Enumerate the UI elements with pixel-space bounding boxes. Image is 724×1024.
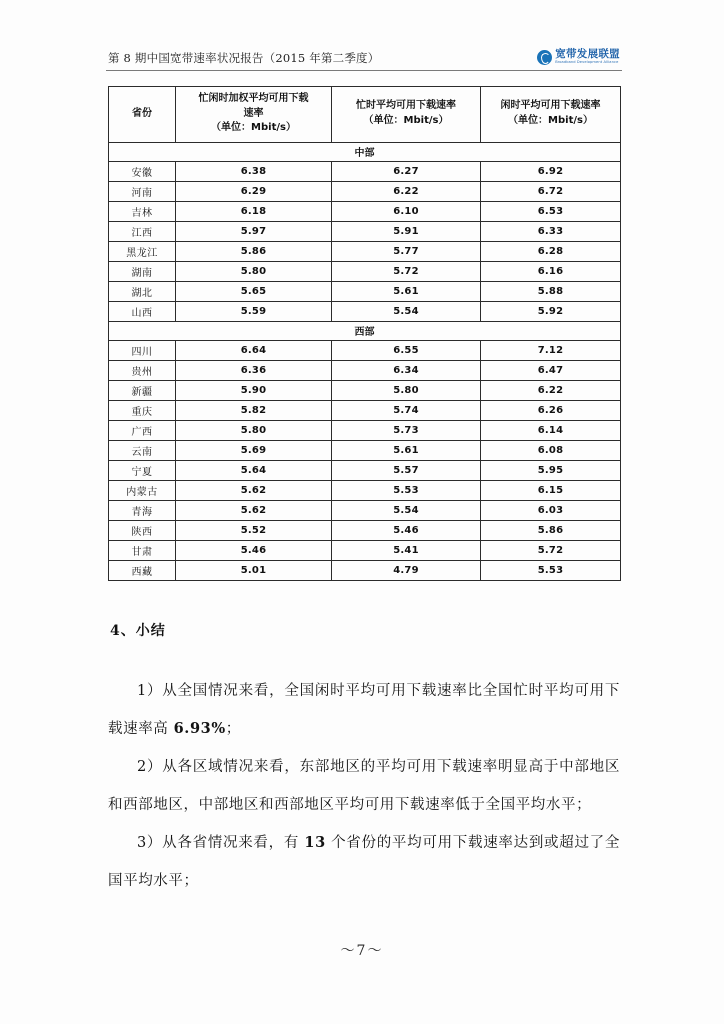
cell-weighted-avg: 5.90 <box>176 380 332 400</box>
cell-busy-avg: 5.80 <box>332 380 481 400</box>
region-name: 中部 <box>109 142 621 161</box>
cell-weighted-avg: 5.01 <box>176 560 332 580</box>
cell-busy-avg: 5.61 <box>332 281 481 301</box>
cell-idle-avg: 5.88 <box>481 281 621 301</box>
table-row <box>109 420 621 440</box>
page-number-footer: ～7～ <box>340 943 384 959</box>
cell-busy-avg: 5.91 <box>332 221 481 241</box>
cell-weighted-avg: 6.64 <box>176 340 332 360</box>
cell-idle-avg: 5.53 <box>481 560 621 580</box>
cell-idle-avg: 7.12 <box>481 340 621 360</box>
table-row <box>109 400 621 420</box>
column-header-weighted-avg <box>176 87 332 143</box>
cell-weighted-avg: 5.80 <box>176 261 332 281</box>
table-header <box>109 87 621 143</box>
cell-idle-avg: 6.33 <box>481 221 621 241</box>
table-row <box>109 301 621 321</box>
paragraph-text-tail: ； <box>225 721 241 737</box>
logo-text-cn: 宽带发展联盟 <box>555 48 620 61</box>
cell-idle-avg: 5.92 <box>481 301 621 321</box>
cell-weighted-avg: 6.38 <box>176 161 332 181</box>
summary-paragraph-3 <box>108 824 620 900</box>
column-header-weighted-line1: 忙闲时加权平均可用下载 <box>198 93 309 104</box>
column-header-idle-line1: 闲时平均可用下载速率 <box>500 100 601 112</box>
header-divider-rule <box>106 70 622 71</box>
cell-province: 陕西 <box>109 520 176 540</box>
cell-idle-avg: 6.92 <box>481 161 621 181</box>
region-name: 西部 <box>109 321 621 340</box>
cell-weighted-avg: 5.62 <box>176 500 332 520</box>
cell-weighted-avg: 5.69 <box>176 440 332 460</box>
broadband-speed-table <box>108 86 621 581</box>
paragraph-text: 1）从全国情况来看，全国闲时平均可用下载速率比全国忙时平均可用下载速率高 <box>108 683 620 737</box>
paragraph-emphasis: 6.93% <box>173 720 226 737</box>
logo-wordmark <box>555 49 620 65</box>
column-header-busy-line1: 忙时平均可用下载速率 <box>356 100 456 112</box>
cell-idle-avg: 6.16 <box>481 261 621 281</box>
cell-province: 黑龙江 <box>109 241 176 261</box>
cell-province: 内蒙古 <box>109 480 176 500</box>
cell-province: 吉林 <box>109 201 176 221</box>
cell-weighted-avg: 5.80 <box>176 420 332 440</box>
cell-province: 山西 <box>109 301 176 321</box>
table-row <box>109 181 621 201</box>
cell-weighted-avg: 5.64 <box>176 460 332 480</box>
logo-text-en: Broadband Development Alliance <box>555 60 619 65</box>
cell-province: 江西 <box>109 221 176 241</box>
document-running-header <box>108 44 620 72</box>
logo-emblem-icon <box>537 50 552 65</box>
cell-idle-avg: 6.08 <box>481 440 621 460</box>
cell-busy-avg: 5.72 <box>332 261 481 281</box>
summary-body-text <box>108 672 620 900</box>
region-header-row <box>109 142 621 161</box>
paragraph-emphasis: 13 <box>304 834 326 851</box>
cell-busy-avg: 5.41 <box>332 540 481 560</box>
cell-idle-avg: 6.28 <box>481 241 621 261</box>
column-header-idle-line2: （单位：Mbit/s） <box>508 114 593 126</box>
cell-province: 贵州 <box>109 360 176 380</box>
table-header-row <box>109 87 621 143</box>
cell-weighted-avg: 5.86 <box>176 241 332 261</box>
cell-province: 甘肃 <box>109 540 176 560</box>
table-row <box>109 340 621 360</box>
cell-weighted-avg: 5.82 <box>176 400 332 420</box>
cell-busy-avg: 6.27 <box>332 161 481 181</box>
table-row <box>109 380 621 400</box>
cell-busy-avg: 6.34 <box>332 360 481 380</box>
cell-province: 广西 <box>109 420 176 440</box>
cell-weighted-avg: 5.97 <box>176 221 332 241</box>
cell-idle-avg: 6.72 <box>481 181 621 201</box>
cell-busy-avg: 5.73 <box>332 420 481 440</box>
running-header-title: 第 8 期中国宽带速率状况报告（2015 年第二季度） <box>108 51 380 65</box>
table-row <box>109 161 621 181</box>
table-row <box>109 480 621 500</box>
cell-province: 四川 <box>109 340 176 360</box>
table-row <box>109 520 621 540</box>
cell-province: 湖北 <box>109 281 176 301</box>
cell-weighted-avg: 6.36 <box>176 360 332 380</box>
cell-busy-avg: 6.22 <box>332 181 481 201</box>
cell-province: 河南 <box>109 181 176 201</box>
cell-province: 宁夏 <box>109 460 176 480</box>
cell-busy-avg: 6.10 <box>332 201 481 221</box>
cell-weighted-avg: 5.65 <box>176 281 332 301</box>
cell-idle-avg: 5.86 <box>481 520 621 540</box>
cell-province: 湖南 <box>109 261 176 281</box>
table-body <box>109 142 621 580</box>
table-row <box>109 261 621 281</box>
column-header-weighted-line3: （单位：Mbit/s） <box>211 122 296 133</box>
table-row <box>109 201 621 221</box>
table-row <box>109 540 621 560</box>
column-header-province: 省份 <box>109 87 176 143</box>
table-row <box>109 221 621 241</box>
paragraph-text-tail: 个省份的平均可用下载速率达到或超过了全国平均水平； <box>108 835 620 889</box>
cell-busy-avg: 5.74 <box>332 400 481 420</box>
region-header-row <box>109 321 621 340</box>
table-row <box>109 560 621 580</box>
table-row <box>109 241 621 261</box>
cell-weighted-avg: 6.18 <box>176 201 332 221</box>
cell-weighted-avg: 5.62 <box>176 480 332 500</box>
cell-weighted-avg: 5.46 <box>176 540 332 560</box>
cell-province: 青海 <box>109 500 176 520</box>
column-header-idle-avg <box>481 87 621 143</box>
table-row <box>109 440 621 460</box>
cell-busy-avg: 6.55 <box>332 340 481 360</box>
cell-busy-avg: 5.77 <box>332 241 481 261</box>
cell-idle-avg: 6.53 <box>481 201 621 221</box>
cell-busy-avg: 5.61 <box>332 440 481 460</box>
cell-idle-avg: 6.15 <box>481 480 621 500</box>
cell-busy-avg: 5.46 <box>332 520 481 540</box>
cell-idle-avg: 5.72 <box>481 540 621 560</box>
cell-weighted-avg: 6.29 <box>176 181 332 201</box>
cell-province: 新疆 <box>109 380 176 400</box>
table-row <box>109 460 621 480</box>
cell-province: 西藏 <box>109 560 176 580</box>
cell-idle-avg: 6.47 <box>481 360 621 380</box>
summary-paragraph-2 <box>108 748 620 824</box>
cell-idle-avg: 6.14 <box>481 420 621 440</box>
summary-paragraph-1 <box>108 672 620 748</box>
cell-province: 重庆 <box>109 400 176 420</box>
cell-weighted-avg: 5.52 <box>176 520 332 540</box>
cell-busy-avg: 5.53 <box>332 480 481 500</box>
cell-province: 安徽 <box>109 161 176 181</box>
section-heading: 4、小结 <box>110 623 166 639</box>
cell-idle-avg: 5.95 <box>481 460 621 480</box>
cell-province: 云南 <box>109 440 176 460</box>
paragraph-text: 3）从各省情况来看，有 <box>137 835 305 851</box>
column-header-busy-line2: （单位：Mbit/s） <box>363 114 449 126</box>
cell-idle-avg: 6.26 <box>481 400 621 420</box>
cell-busy-avg: 5.57 <box>332 460 481 480</box>
table-row <box>109 500 621 520</box>
paragraph-text: 2）从各区域情况来看，东部地区的平均可用下载速率明显高于中部地区和西部地区，中部地区和西部地区平均可用下载速率低于全国平均水平； <box>108 759 620 813</box>
table-row <box>109 360 621 380</box>
cell-busy-avg: 5.54 <box>332 500 481 520</box>
cell-idle-avg: 6.22 <box>481 380 621 400</box>
cell-busy-avg: 4.79 <box>332 560 481 580</box>
cell-weighted-avg: 5.59 <box>176 301 332 321</box>
cell-idle-avg: 6.03 <box>481 500 621 520</box>
cell-busy-avg: 5.54 <box>332 301 481 321</box>
column-header-busy-avg <box>332 87 481 143</box>
table-row <box>109 281 621 301</box>
broadband-alliance-logo <box>537 49 620 65</box>
column-header-weighted-line2: 速率 <box>243 107 264 119</box>
